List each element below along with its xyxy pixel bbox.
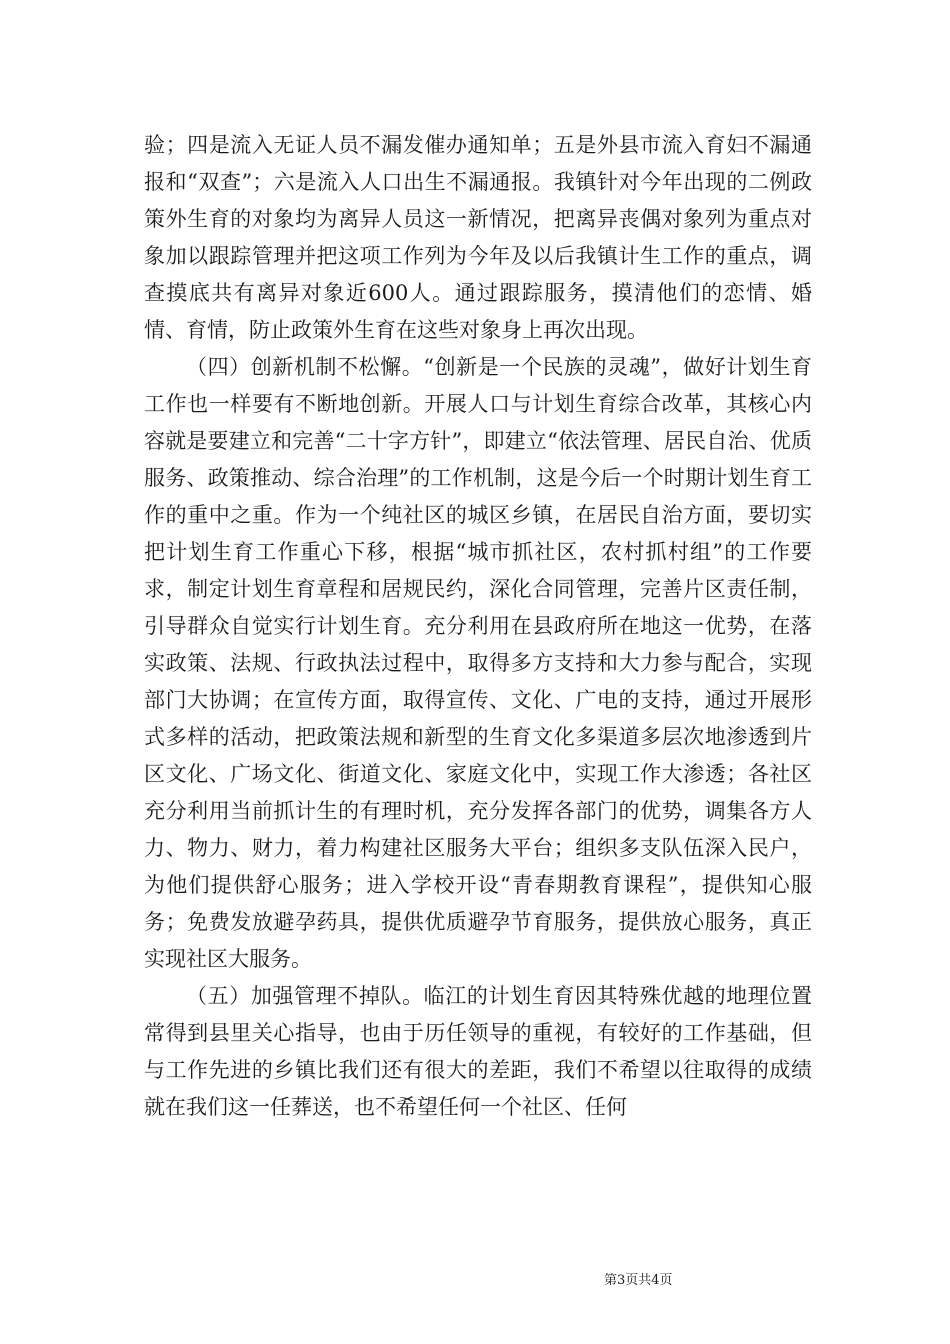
paragraph-2: （四）创新机制不松懈。“创新是一个民族的灵魂”，做好计划生育工作也一样要有不断地创新。开展人口与计划生育综合改革，其核心内容就是要建立和完善“二十字方针”，即建立“依法管理、居民自治、优质服务、政策推动、综合治理”的工作机制，这是今后一个时期计划生育工作的重中之重。作为一个纯社区的城区乡镇，在居民自治方面，要切实把计划生育工作重心下移，根据“城市抓社区，农村抓村组”的工作要求，制定计划生育章程和居规民约，深化合同管理，完善片区责任制，引导群众自觉实行计划生育。充分利用在县政府所在地这一优势，在落实政策、法规、行政执法过程中，取得多方支持和大力参与配合，实现部门大协调；在宣传方面，取得宣传、文化、广电的支持，通过开展形式多样的活动，把政策法规和新型的生育文化多渠道多层次地渗透到片区文化、广场文化、街道文化、家庭文化中，实现工作大渗透；各社区充分利用当前抓计生的有理时机，充分发挥各部门的优势，调集各方人力、物力、财力，着力构建社区服务大平台；组织多支队伍深入民户，为他们提供舒心服务；进入学校开设“青春期教育课程”，提供知心服务；免费发放避孕药具，提供优质避孕节育服务，提供放心服务，真正实现社区大服务。 [144, 355, 812, 971]
paragraph-3: （五）加强管理不掉队。临江的计划生育因其特殊优越的地理位置常得到县里关心指导，也由于历任领导的重视，有较好的工作基础，但与工作先进的乡镇比我们还有很大的差距，我们不希望以往取得的成绩就在我们这一任葬送，也不希望任何一个社区、任何 [144, 984, 812, 1119]
paragraph-1: 验；四是流入无证人员不漏发催办通知单；五是外县市流入育妇不漏通报和“双查”；六是流入人口出生不漏通报。我镇针对今年出现的二例政策外生育的对象均为离异人员这一新情况，把离异丧偶对象列为重点对象加以跟踪管理并把这项工作列为今年及以后我镇计生工作的重点，调查摸底共有离异对象近600人。通过跟踪服务，摸清他们的恋情、婚情、育情，防止政策外生育在这些对象身上再次出现。 [144, 133, 812, 342]
document-body [144, 127, 812, 1126]
page-number-footer: 第3页共4页 [604, 1273, 673, 1288]
